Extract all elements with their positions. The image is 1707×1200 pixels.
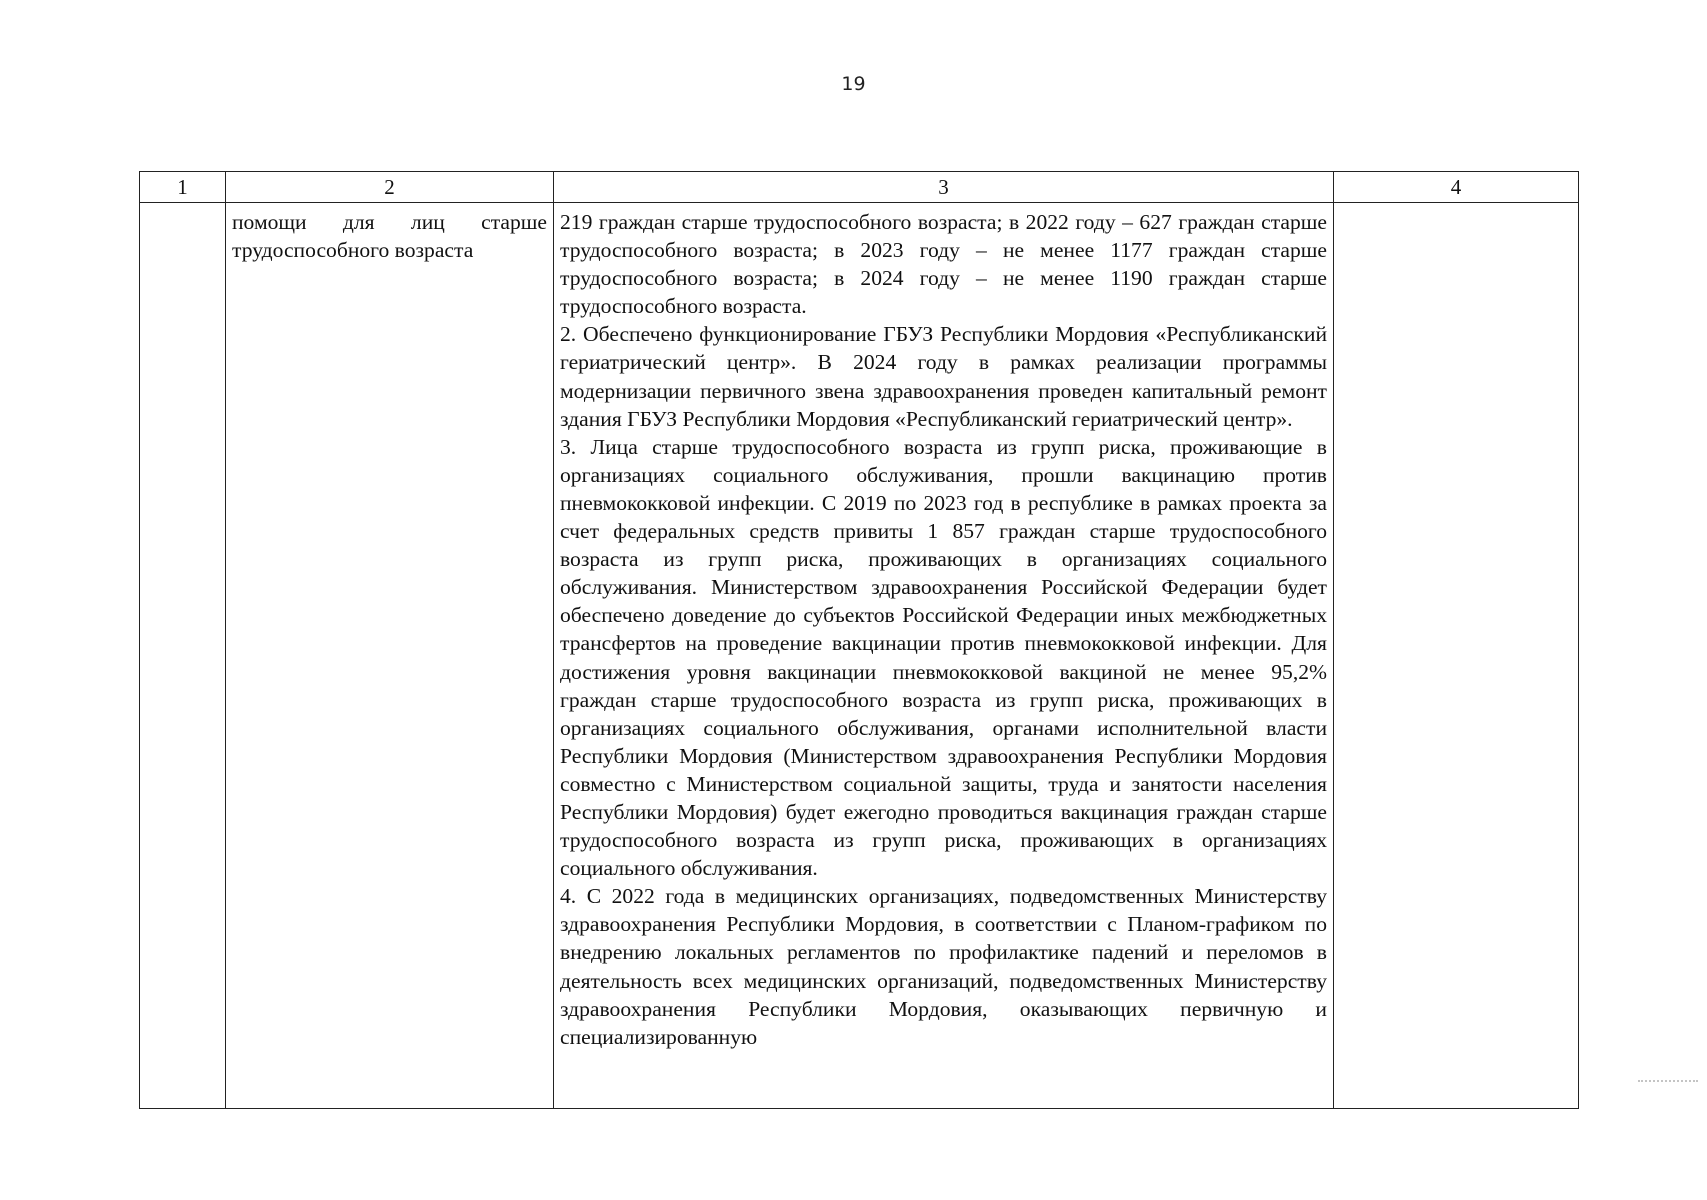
table-header-row — [140, 172, 1579, 203]
cell-col-4 — [1334, 203, 1579, 1109]
header-col-2: 2 — [226, 172, 554, 203]
result-paragraph-2: 2. Обеспечено функционирование ГБУЗ Республики Мордовия «Республиканский гериатрический центр». В 2024 году в рамках реализации программы модернизации первичного звена здравоохранения проведен капитальный ремонт здания ГБУЗ Республики Мордовия «Республиканский гериатрический центр». — [560, 322, 1327, 431]
measure-name: помощи для лиц старше трудоспособного возраста — [232, 210, 547, 263]
cell-col-3 — [554, 203, 1334, 1109]
result-paragraph-1: 219 граждан старше трудоспособного возраста; в 2022 году – 627 граждан старше трудоспособного возраста; в 2023 году – не менее 1177 граждан старше трудоспособного возраста; в 2024 году – не менее 1190 граждан старше трудоспособного возраста. — [560, 210, 1327, 319]
scan-artifact — [1638, 1080, 1698, 1085]
header-col-3: 3 — [554, 172, 1334, 203]
result-paragraph-4: 4. С 2022 года в медицинских организациях, подведомственных Министерству здравоохранения Республики Мордовия, в соответствии с Планом-графиком по внедрению локальных регламентов по профилактике падений и переломов в деятельность всех медицинских организаций, подведомственных Министерству здравоохранения Республики Мордовия, оказывающих первичную и специализированную — [560, 884, 1327, 1049]
page-number: 19 — [841, 73, 866, 95]
cell-col-1 — [140, 203, 226, 1109]
table-row — [140, 203, 1579, 1109]
cell-col-2 — [226, 203, 554, 1109]
header-col-4: 4 — [1334, 172, 1579, 203]
header-col-1: 1 — [140, 172, 226, 203]
result-paragraph-3: 3. Лица старше трудоспособного возраста из групп риска, проживающие в организациях социального обслуживания, прошли вакцинацию против пневмококковой инфекции. С 2019 по 2023 год в республике в рамках проекта за счет федеральных средств привиты 1 857 граждан старше трудоспособного возраста из групп риска, проживающих в организациях социального обслуживания. Министерством здравоохранения Российской Федерации будет обеспечено доведение до субъектов Российской Федерации иных межбюджетных трансфертов на проведение вакцинации против пневмококковой инфекции. Для достижения уровня вакцинации пневмококковой вакциной не менее 95,2% граждан старше трудоспособного возраста из групп риска, проживающих в организациях социального обслуживания, органами исполнительной власти Республики Мордовия (Министерством здравоохранения Республики Мордовия совместно с Министерством социальной защиты, труда и занятости населения Республики Мордовия) будет ежегодно проводиться вакцинация граждан старше трудоспособного возраста из групп риска, проживающих в организациях социального обслуживания. — [560, 434, 1327, 881]
document-table — [139, 171, 1579, 1109]
